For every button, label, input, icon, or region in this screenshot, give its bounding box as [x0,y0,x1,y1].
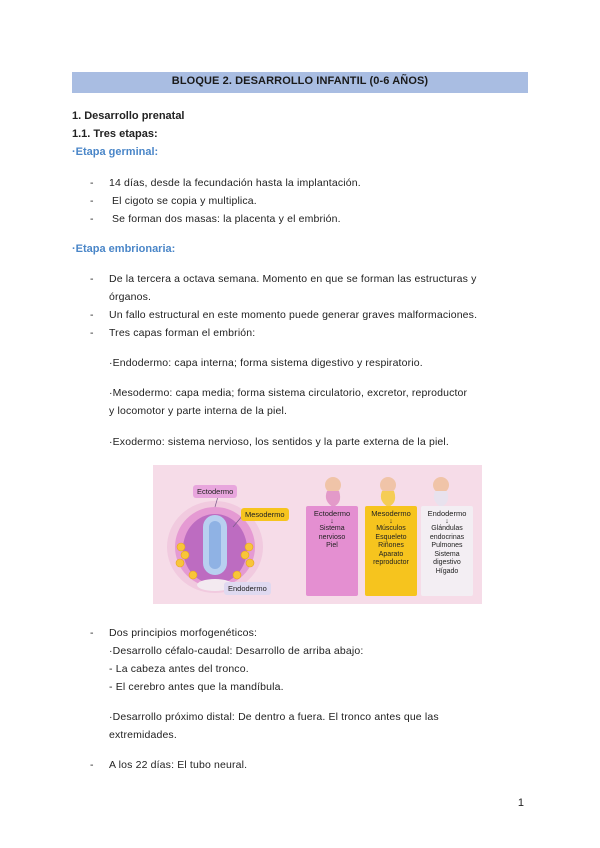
column-item: Sistema [319,525,345,532]
proximo-distal: ·Desarrollo próximo distal: De dentro a fuera. El tronco antes que las [109,711,439,723]
last-item: A los 22 días: El tubo neural. [109,759,248,771]
down-arrow-icon: ↓ [445,518,449,525]
mesoderm-column [365,506,417,596]
embrionaria-title: ·Etapa embrionaria: [72,243,176,255]
mesodermo-text-cont: y locomotor y parte interna de la piel. [109,405,288,417]
fetus-icon [325,477,341,507]
dash: - [90,627,94,639]
germinal-item: El cigoto se copia y multiplica. [112,195,257,207]
embryo-layers-figure [153,465,482,604]
cefalo-item: - El cerebro antes que la mandíbula. [109,681,284,693]
exodermo-text: ·Exodermo: sistema nervioso, los sentidos y la parte externa de la piel. [109,436,449,448]
section-subtitle: 1.1. Tres etapas: [72,128,158,140]
endoderm-column [421,506,473,596]
ectoderm-column [306,506,358,596]
fetus-icon [380,477,396,507]
dash: - [90,309,94,321]
column-title: Mesodermo [371,509,411,518]
embrionaria-item: Tres capas forman el embrión: [109,327,256,339]
column-item: Glándulas [431,525,463,532]
neural-tube-core [209,521,221,569]
column-item: Músculos [376,525,406,532]
down-arrow-icon: ↓ [389,518,393,525]
dash: - [90,213,94,225]
fetus-icon [433,477,449,507]
cefalo-caudal: ·Desarrollo céfalo-caudal: Desarrollo de arriba abajo: [109,645,364,657]
label-mesodermo: Mesodermo [241,508,289,521]
embrionaria-item-cont: órganos. [109,291,152,303]
column-item: Esqueleto [375,533,407,541]
dash: - [90,177,94,189]
endodermo-text: ·Endodermo: capa interna; forma sistema digestivo y respiratorio. [109,357,423,369]
dash: - [90,273,94,285]
germinal-item: Se forman dos masas: la placenta y el embrión. [112,213,341,225]
label-endodermo: Endodermo [224,582,271,595]
label-ectodermo: Ectodermo [193,485,237,498]
germinal-title: ·Etapa germinal: [72,146,159,158]
column-item: Aparato [378,550,404,558]
column-item: Hígado [435,567,459,575]
column-title: Ectodermo [313,509,351,518]
column-item: Piel [326,542,338,549]
column-item: Sistema [434,550,460,558]
dash: - [90,195,94,207]
dash: - [90,327,94,339]
column-item: Riñones [378,542,404,549]
principios-title: Dos principios morfogenéticos: [109,627,258,639]
page-number: 1 [517,797,524,809]
proximo-distal-cont: extremidades. [109,729,177,741]
germinal-item: 14 días, desde la fecundación hasta la implantación. [109,177,361,189]
fetus-icons [313,471,513,511]
dash: - [90,759,94,771]
page-title: BLOQUE 2. DESARROLLO INFANTIL (0-6 AÑOS) [171,75,429,87]
column-item: Pulmones [431,542,463,549]
embrionaria-item: De la tercera a octava semana. Momento en que se forman las estructuras y [109,273,477,285]
section-title: 1. Desarrollo prenatal [72,110,185,122]
cefalo-item: - La cabeza antes del tronco. [109,663,249,675]
column-item: reproductor [373,559,409,566]
column-item: digestivo [433,559,461,566]
mesodermo-text: ·Mesodermo: capa media; forma sistema circulatorio, excretor, reproductor [109,387,468,399]
down-arrow-icon: ↓ [330,518,334,525]
embrionaria-item: Un fallo estructural en este momento puede generar graves malformaciones. [109,309,478,321]
column-item: nervioso [318,533,346,541]
column-title: Endodermo [427,509,467,518]
column-item: endocrinas [429,533,465,541]
